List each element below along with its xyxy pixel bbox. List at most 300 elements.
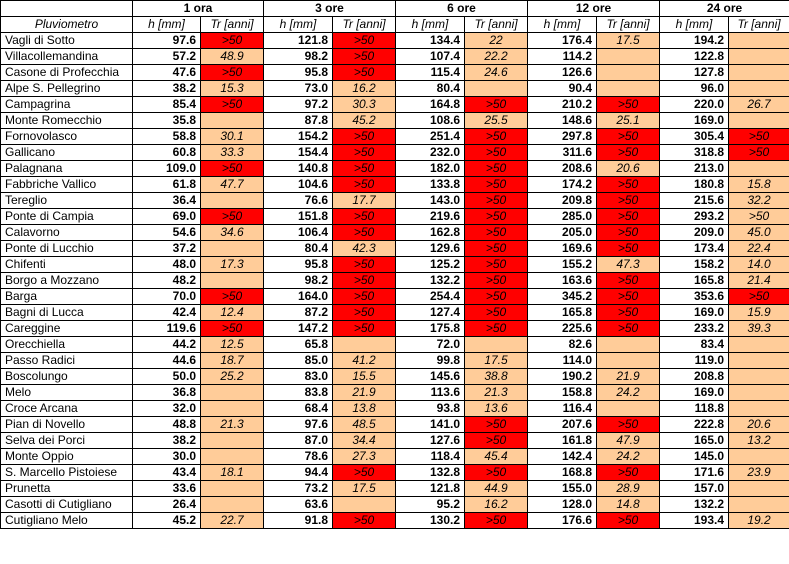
rainfall-value: 158.2 — [660, 257, 729, 273]
rainfall-value: 169.0 — [660, 385, 729, 401]
return-period-value: >50 — [465, 97, 528, 113]
rainfall-value: 83.4 — [660, 337, 729, 353]
rainfall-value: 142.4 — [528, 449, 597, 465]
rainfall-value: 165.8 — [528, 305, 597, 321]
duration-header: 12 ore — [528, 1, 660, 17]
rainfall-value: 57.2 — [133, 49, 201, 65]
return-period-value: 21.3 — [201, 417, 264, 433]
rainfall-value: 119.0 — [660, 353, 729, 369]
return-period-value: 17.5 — [333, 481, 396, 497]
rainfall-value: 85.0 — [264, 353, 333, 369]
table-row — [1, 401, 789, 417]
return-period-value: >50 — [201, 33, 264, 49]
return-period-value: >50 — [729, 289, 789, 305]
rainfall-value: 116.4 — [528, 401, 597, 417]
station-name: S. Marcello Pistoiese — [1, 465, 133, 481]
return-period-value: >50 — [333, 257, 396, 273]
rainfall-value: 76.6 — [264, 193, 333, 209]
rainfall-value: 208.6 — [528, 161, 597, 177]
station-name: Prunetta — [1, 481, 133, 497]
return-period-value: 24.2 — [597, 449, 660, 465]
station-name: Borgo a Mozzano — [1, 273, 133, 289]
return-period-value — [729, 385, 789, 401]
rainfall-value: 36.4 — [133, 193, 201, 209]
return-period-value: >50 — [465, 161, 528, 177]
rainfall-value: 36.8 — [133, 385, 201, 401]
rainfall-value: 44.6 — [133, 353, 201, 369]
rainfall-value: 165.0 — [660, 433, 729, 449]
return-period-value: >50 — [729, 145, 789, 161]
return-period-value — [729, 497, 789, 513]
return-period-value: >50 — [597, 225, 660, 241]
return-period-value — [201, 497, 264, 513]
rainfall-value: 114.0 — [528, 353, 597, 369]
station-name: Monte Romecchio — [1, 113, 133, 129]
return-period-value: 22.2 — [465, 49, 528, 65]
rainfall-value: 54.6 — [133, 225, 201, 241]
rainfall-value: 109.0 — [133, 161, 201, 177]
return-period-value: >50 — [597, 129, 660, 145]
rainfall-value: 119.6 — [133, 321, 201, 337]
h-column-header: h [mm] — [396, 17, 465, 33]
return-period-value: 41.2 — [333, 353, 396, 369]
rainfall-value: 97.2 — [264, 97, 333, 113]
tr-column-header: Tr [anni] — [597, 17, 660, 33]
return-period-value: 34.4 — [333, 433, 396, 449]
return-period-value: 45.0 — [729, 225, 789, 241]
rainfall-value: 95.8 — [264, 65, 333, 81]
return-period-value: 30.3 — [333, 97, 396, 113]
return-period-value: >50 — [333, 225, 396, 241]
return-period-value: >50 — [333, 513, 396, 529]
return-period-value: >50 — [597, 145, 660, 161]
station-name: Monte Oppio — [1, 449, 133, 465]
return-period-value: 28.9 — [597, 481, 660, 497]
return-period-value — [597, 81, 660, 97]
return-period-value — [201, 385, 264, 401]
return-period-value — [201, 193, 264, 209]
table-row — [1, 209, 789, 225]
rainfall-value: 171.6 — [660, 465, 729, 481]
rainfall-value: 169.6 — [528, 241, 597, 257]
return-period-value — [729, 337, 789, 353]
rainfall-value: 345.2 — [528, 289, 597, 305]
return-period-value: >50 — [465, 193, 528, 209]
station-name: Selva dei Porci — [1, 433, 133, 449]
rainfall-value: 107.4 — [396, 49, 465, 65]
rainfall-value: 305.4 — [660, 129, 729, 145]
rainfall-value: 73.0 — [264, 81, 333, 97]
rainfall-value: 205.0 — [528, 225, 597, 241]
return-period-value: >50 — [597, 417, 660, 433]
return-period-value — [201, 241, 264, 257]
return-period-value: >50 — [465, 433, 528, 449]
rainfall-value: 95.8 — [264, 257, 333, 273]
rainfall-value: 233.2 — [660, 321, 729, 337]
return-period-value: 21.9 — [333, 385, 396, 401]
return-period-value: 19.2 — [729, 513, 789, 529]
rainfall-value: 175.8 — [396, 321, 465, 337]
return-period-value: >50 — [597, 289, 660, 305]
return-period-value: 48.5 — [333, 417, 396, 433]
rainfall-value: 90.4 — [528, 81, 597, 97]
table-row — [1, 289, 789, 305]
rainfall-value: 215.6 — [660, 193, 729, 209]
return-period-value: 14.0 — [729, 257, 789, 273]
rainfall-value: 113.6 — [396, 385, 465, 401]
table-row — [1, 129, 789, 145]
return-period-value: >50 — [597, 97, 660, 113]
rainfall-value: 108.6 — [396, 113, 465, 129]
rainfall-value: 115.4 — [396, 65, 465, 81]
return-period-value — [201, 433, 264, 449]
duration-header: 1 ora — [133, 1, 264, 17]
rainfall-value: 158.8 — [528, 385, 597, 401]
return-period-value: >50 — [333, 161, 396, 177]
return-period-value: >50 — [333, 33, 396, 49]
rainfall-value: 80.4 — [396, 81, 465, 97]
station-name: Villacollemandina — [1, 49, 133, 65]
return-period-value — [597, 353, 660, 369]
table-row — [1, 113, 789, 129]
return-period-value: 21.9 — [597, 369, 660, 385]
return-period-value: 22.7 — [201, 513, 264, 529]
rainfall-value: 151.8 — [264, 209, 333, 225]
return-period-value: 15.3 — [201, 81, 264, 97]
return-period-value: 39.3 — [729, 321, 789, 337]
return-period-value — [333, 497, 396, 513]
rainfall-value: 213.0 — [660, 161, 729, 177]
return-period-value: >50 — [201, 289, 264, 305]
return-period-value — [729, 369, 789, 385]
return-period-value: >50 — [465, 129, 528, 145]
return-period-value: 44.9 — [465, 481, 528, 497]
return-period-value: >50 — [597, 193, 660, 209]
station-name: Fornovolasco — [1, 129, 133, 145]
rainfall-value: 176.4 — [528, 33, 597, 49]
rainfall-value: 180.8 — [660, 177, 729, 193]
rainfall-value: 32.0 — [133, 401, 201, 417]
return-period-value: >50 — [465, 513, 528, 529]
h-column-header: h [mm] — [133, 17, 201, 33]
return-period-value: >50 — [201, 97, 264, 113]
table-row — [1, 497, 789, 513]
rainfall-value: 83.8 — [264, 385, 333, 401]
rainfall-value: 176.6 — [528, 513, 597, 529]
return-period-value: >50 — [597, 241, 660, 257]
station-name: Vagli di Sotto — [1, 33, 133, 49]
table-row — [1, 513, 789, 529]
rainfall-value: 48.0 — [133, 257, 201, 273]
return-period-value: >50 — [597, 177, 660, 193]
rainfall-value: 207.6 — [528, 417, 597, 433]
rainfall-value: 87.0 — [264, 433, 333, 449]
station-name: Croce Arcana — [1, 401, 133, 417]
return-period-value: >50 — [333, 145, 396, 161]
rainfall-value: 182.0 — [396, 161, 465, 177]
return-period-value: 38.8 — [465, 369, 528, 385]
table-row — [1, 305, 789, 321]
return-period-value: >50 — [597, 305, 660, 321]
station-name: Barga — [1, 289, 133, 305]
rainfall-value: 134.4 — [396, 33, 465, 49]
rainfall-value: 219.6 — [396, 209, 465, 225]
return-period-value — [465, 81, 528, 97]
rainfall-value: 209.8 — [528, 193, 597, 209]
return-period-value: >50 — [597, 513, 660, 529]
table-body — [1, 33, 789, 529]
rainfall-value: 118.4 — [396, 449, 465, 465]
station-name: Careggine — [1, 321, 133, 337]
table-row — [1, 273, 789, 289]
return-period-value: >50 — [333, 49, 396, 65]
rainfall-value: 143.0 — [396, 193, 465, 209]
rainfall-value: 58.8 — [133, 129, 201, 145]
return-period-value: >50 — [333, 273, 396, 289]
return-period-value — [597, 65, 660, 81]
return-period-value: 17.5 — [465, 353, 528, 369]
return-period-value: >50 — [597, 465, 660, 481]
rainfall-value: 232.0 — [396, 145, 465, 161]
return-period-value: 12.5 — [201, 337, 264, 353]
rainfall-value: 297.8 — [528, 129, 597, 145]
tr-column-header: Tr [anni] — [201, 17, 264, 33]
table-row — [1, 145, 789, 161]
tr-column-header: Tr [anni] — [729, 17, 789, 33]
rainfall-value: 97.6 — [133, 33, 201, 49]
rainfall-value: 48.8 — [133, 417, 201, 433]
table-row — [1, 481, 789, 497]
h-column-header: h [mm] — [660, 17, 729, 33]
return-period-value — [201, 481, 264, 497]
rainfall-value: 44.2 — [133, 337, 201, 353]
return-period-value: 22 — [465, 33, 528, 49]
return-period-value: >50 — [465, 145, 528, 161]
return-period-value: >50 — [201, 65, 264, 81]
rainfall-value: 190.2 — [528, 369, 597, 385]
rainfall-value: 47.6 — [133, 65, 201, 81]
rainfall-value: 222.8 — [660, 417, 729, 433]
rainfall-value: 65.8 — [264, 337, 333, 353]
table-row — [1, 49, 789, 65]
return-period-value: 17.7 — [333, 193, 396, 209]
rainfall-value: 106.4 — [264, 225, 333, 241]
return-period-value: >50 — [333, 305, 396, 321]
rainfall-value: 129.6 — [396, 241, 465, 257]
return-period-value — [729, 33, 789, 49]
return-period-value: 45.2 — [333, 113, 396, 129]
rainfall-value: 161.8 — [528, 433, 597, 449]
table-row — [1, 257, 789, 273]
rainfall-value: 154.4 — [264, 145, 333, 161]
station-name: Melo — [1, 385, 133, 401]
return-period-value: 25.5 — [465, 113, 528, 129]
rainfall-value: 285.0 — [528, 209, 597, 225]
return-period-value — [729, 353, 789, 369]
rainfall-value: 68.4 — [264, 401, 333, 417]
station-name: Casone di Profecchia — [1, 65, 133, 81]
return-period-value: >50 — [465, 289, 528, 305]
station-name: Boscolungo — [1, 369, 133, 385]
return-period-value — [201, 449, 264, 465]
return-period-value: >50 — [465, 305, 528, 321]
rainfall-value: 251.4 — [396, 129, 465, 145]
rainfall-value: 69.0 — [133, 209, 201, 225]
rainfall-value: 128.0 — [528, 497, 597, 513]
rainfall-value: 35.8 — [133, 113, 201, 129]
table-row — [1, 225, 789, 241]
station-column-header: Pluviometro — [1, 17, 133, 33]
table-row — [1, 353, 789, 369]
return-period-value: 20.6 — [597, 161, 660, 177]
return-period-value — [729, 113, 789, 129]
return-period-value: 12.4 — [201, 305, 264, 321]
rainfall-value: 163.6 — [528, 273, 597, 289]
return-period-value: >50 — [465, 417, 528, 433]
rainfall-value: 169.0 — [660, 113, 729, 129]
rainfall-value: 220.0 — [660, 97, 729, 113]
rainfall-value: 122.8 — [660, 49, 729, 65]
return-period-value: 21.3 — [465, 385, 528, 401]
station-name: Passo Radici — [1, 353, 133, 369]
return-period-value: 25.2 — [201, 369, 264, 385]
rainfall-value: 254.4 — [396, 289, 465, 305]
station-name: Ponte di Lucchio — [1, 241, 133, 257]
return-period-value — [729, 401, 789, 417]
return-period-value: >50 — [465, 465, 528, 481]
station-name: Cutigliano Melo — [1, 513, 133, 529]
rainfall-value: 311.6 — [528, 145, 597, 161]
return-period-value — [333, 337, 396, 353]
rainfall-value: 98.2 — [264, 273, 333, 289]
station-name: Tereglio — [1, 193, 133, 209]
rainfall-value: 133.8 — [396, 177, 465, 193]
rainfall-value: 26.4 — [133, 497, 201, 513]
rainfall-value: 125.2 — [396, 257, 465, 273]
h-column-header: h [mm] — [264, 17, 333, 33]
rainfall-value: 145.6 — [396, 369, 465, 385]
table-row — [1, 465, 789, 481]
rainfall-value: 141.0 — [396, 417, 465, 433]
rainfall-value: 147.2 — [264, 321, 333, 337]
table-row — [1, 193, 789, 209]
rainfall-value: 45.2 — [133, 513, 201, 529]
rainfall-value: 85.4 — [133, 97, 201, 113]
table-row — [1, 177, 789, 193]
station-name: Bagni di Lucca — [1, 305, 133, 321]
return-period-value — [729, 161, 789, 177]
station-name: Pian di Novello — [1, 417, 133, 433]
rainfall-value: 104.6 — [264, 177, 333, 193]
return-period-value — [597, 337, 660, 353]
tr-column-header: Tr [anni] — [465, 17, 528, 33]
return-period-value: 23.9 — [729, 465, 789, 481]
return-period-value: 25.1 — [597, 113, 660, 129]
rainfall-value: 43.4 — [133, 465, 201, 481]
rainfall-value: 80.4 — [264, 241, 333, 257]
return-period-value — [201, 273, 264, 289]
return-period-value: >50 — [465, 321, 528, 337]
return-period-value: 22.4 — [729, 241, 789, 257]
station-name: Palagnana — [1, 161, 133, 177]
station-name: Casotti di Cutigliano — [1, 497, 133, 513]
rainfall-value: 164.8 — [396, 97, 465, 113]
tr-column-header: Tr [anni] — [333, 17, 396, 33]
return-period-value: >50 — [729, 209, 789, 225]
rainfall-value: 127.4 — [396, 305, 465, 321]
return-period-value: >50 — [597, 209, 660, 225]
station-name: Ponte di Campia — [1, 209, 133, 225]
rainfall-value: 73.2 — [264, 481, 333, 497]
return-period-value: 16.2 — [333, 81, 396, 97]
rainfall-value: 164.0 — [264, 289, 333, 305]
return-period-value: >50 — [333, 289, 396, 305]
rainfall-value: 318.8 — [660, 145, 729, 161]
return-period-value: >50 — [333, 177, 396, 193]
return-period-value: 27.3 — [333, 449, 396, 465]
return-period-value: 48.9 — [201, 49, 264, 65]
table-row — [1, 321, 789, 337]
station-name: Calavorno — [1, 225, 133, 241]
return-period-value: 17.5 — [597, 33, 660, 49]
return-period-value — [597, 401, 660, 417]
return-period-value: >50 — [201, 321, 264, 337]
rainfall-value: 83.0 — [264, 369, 333, 385]
return-period-value: >50 — [465, 273, 528, 289]
return-period-value: 18.7 — [201, 353, 264, 369]
rainfall-value: 130.2 — [396, 513, 465, 529]
return-period-value: 17.3 — [201, 257, 264, 273]
return-period-value: >50 — [333, 209, 396, 225]
return-period-value: >50 — [333, 465, 396, 481]
rainfall-value: 169.0 — [660, 305, 729, 321]
h-column-header: h [mm] — [528, 17, 597, 33]
rainfall-value: 127.8 — [660, 65, 729, 81]
rainfall-value: 118.8 — [660, 401, 729, 417]
duration-header: 24 ore — [660, 1, 789, 17]
rainfall-value: 208.8 — [660, 369, 729, 385]
table-row — [1, 337, 789, 353]
return-period-value: >50 — [333, 321, 396, 337]
return-period-value — [729, 81, 789, 97]
return-period-value: 21.4 — [729, 273, 789, 289]
rainfall-value: 132.2 — [396, 273, 465, 289]
return-period-value: 20.6 — [729, 417, 789, 433]
rainfall-value: 87.8 — [264, 113, 333, 129]
return-period-value: 34.6 — [201, 225, 264, 241]
rainfall-value: 145.0 — [660, 449, 729, 465]
return-period-value: 16.2 — [465, 497, 528, 513]
rainfall-value: 353.6 — [660, 289, 729, 305]
return-period-value: >50 — [333, 129, 396, 145]
table-row — [1, 97, 789, 113]
duration-header: 3 ore — [264, 1, 396, 17]
rainfall-value: 157.0 — [660, 481, 729, 497]
station-name: Chifenti — [1, 257, 133, 273]
return-period-value: 13.6 — [465, 401, 528, 417]
return-period-value: 47.9 — [597, 433, 660, 449]
return-period-value: >50 — [465, 225, 528, 241]
rainfall-value: 132.2 — [660, 497, 729, 513]
rainfall-value: 38.2 — [133, 433, 201, 449]
return-period-value: 47.3 — [597, 257, 660, 273]
rainfall-value: 168.8 — [528, 465, 597, 481]
rainfall-value: 91.8 — [264, 513, 333, 529]
rainfall-value: 210.2 — [528, 97, 597, 113]
corner-cell — [1, 1, 133, 17]
duration-header: 6 ore — [396, 1, 528, 17]
rainfall-value: 140.8 — [264, 161, 333, 177]
